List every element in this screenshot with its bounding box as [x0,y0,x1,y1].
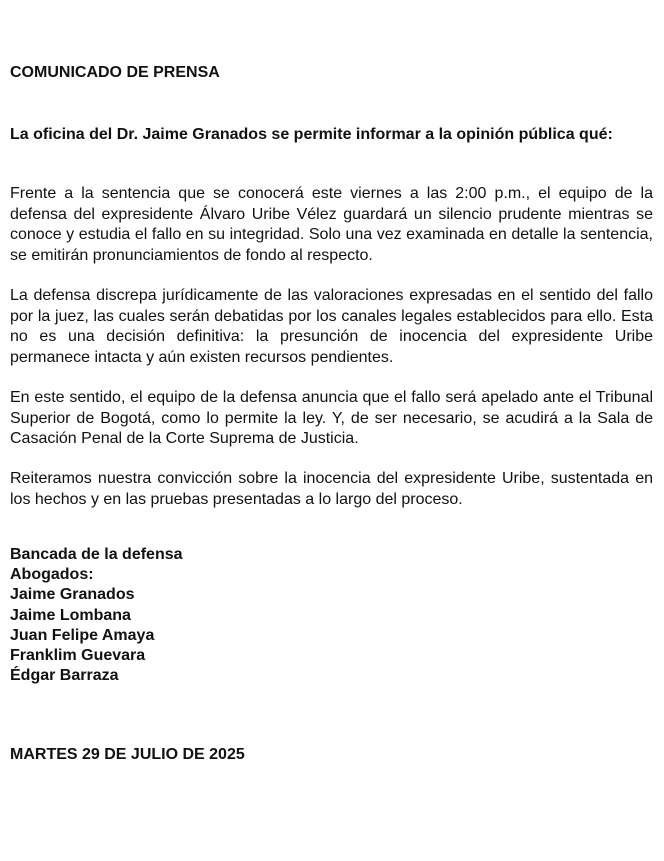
paragraph-appeal: En este sentido, el equipo de la defensa anuncia que el fallo será apelado ante el Tribunal Superior de Bogotá, como lo permite la ley. Y, de ser necesario, se acudirá a la Sala de Casación Penal de la Corte Suprema de Justicia. [10,389,653,447]
signature-lawyer: Jaime Granados [10,586,135,604]
signature-lawyer: Édgar Barraza [10,667,119,685]
signature-block [10,545,653,686]
document-date: MARTES 29 DE JULIO DE 2025 [10,746,245,763]
signature-lawyer: Franklim Guevara [10,647,146,665]
paragraph-conviction: Reiteramos nuestra convicción sobre la inocencia del expresidente Uribe, sustentada en los hechos y en las pruebas presentadas a lo largo del proceso. [10,470,653,508]
paragraph-silence: Frente a la sentencia que se conocerá este viernes a las 2:00 p.m., el equipo de la defensa del expresidente Álvaro Uribe Vélez guardará un silencio prudente mientras se conoce y estudia el fallo en su integridad. Solo una vez examinada en detalle la sentencia, se emitirán pronunciamientos de fondo al respecto. [10,185,653,264]
signature-group: Bancada de la defensa [10,546,183,563]
paragraph-discrepancy: La defensa discrepa jurídicamente de las valoraciones expresadas en el sentido del fallo por la juez, las cuales serán debatidas por los canales legales establecidos para ello. Esta no es una decisión definitiva: la presunción de inocencia del expresidente Uribe permanece intacta y aún existen recursos pendientes. [10,287,653,366]
document-title: COMUNICADO DE PRENSA [10,64,220,81]
signature-role: Abogados: [10,566,94,584]
signature-lawyer: Juan Felipe Amaya [10,626,155,644]
signature-lawyer: Jaime Lombana [10,606,131,624]
intro-statement: La oficina del Dr. Jaime Granados se permite informar a la opinión pública qué: [10,126,613,143]
